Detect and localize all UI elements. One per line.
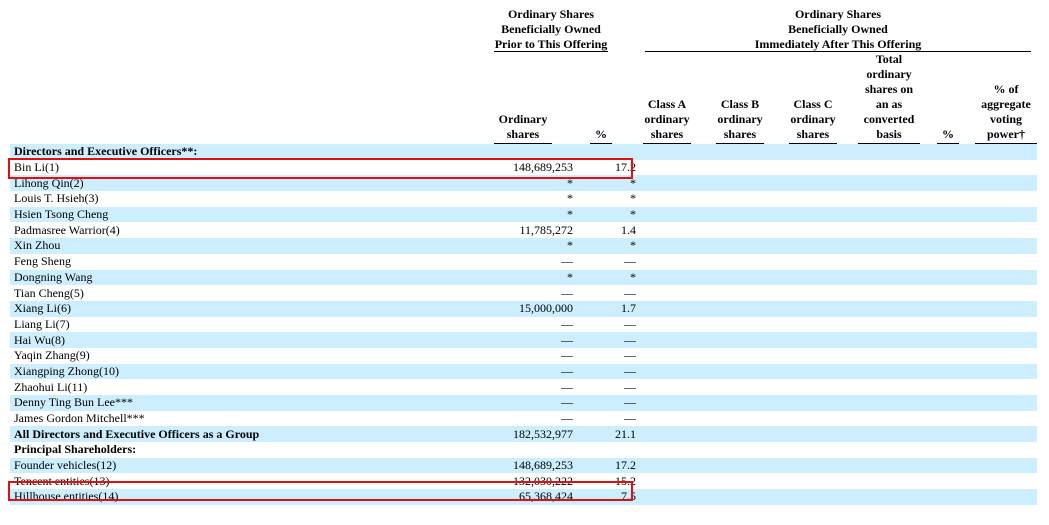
row-after-offering-blank	[636, 379, 1037, 395]
row-spacer	[573, 364, 583, 380]
ownership-table	[10, 144, 1037, 505]
row-percent: *	[583, 238, 636, 254]
row-spacer	[573, 285, 583, 301]
row-label: Hai Wu(8)	[10, 332, 490, 348]
row-percent: 1.4	[621, 222, 636, 237]
table-row	[10, 222, 1037, 238]
row-spacer	[573, 301, 583, 317]
row-shares	[490, 442, 573, 458]
row-after-offering-blank	[636, 458, 1037, 474]
col-header-class-c	[789, 97, 837, 142]
col-header-line: shares on	[864, 82, 914, 96]
row-shares: 132,030,222	[513, 473, 573, 488]
table-row	[10, 364, 1037, 380]
col-header-line: ordinary	[790, 112, 836, 126]
row-shares: —	[561, 348, 573, 363]
row-label: Tian Cheng(5)	[14, 285, 84, 300]
row-after-offering-blank	[636, 270, 1037, 286]
row-shares: 182,532,977	[490, 426, 573, 442]
row-after-offering-blank	[636, 348, 1037, 364]
row-spacer	[573, 442, 583, 458]
col-header-class-a	[643, 97, 691, 142]
table-row	[10, 379, 1037, 395]
table-row	[10, 238, 1037, 254]
row-after-offering-blank	[636, 207, 1037, 223]
row-after-offering-blank	[636, 175, 1037, 191]
row-spacer	[573, 411, 583, 427]
row-shares: —	[490, 395, 573, 411]
row-spacer	[573, 207, 583, 223]
table-row	[10, 332, 1037, 348]
row-spacer	[573, 238, 583, 254]
row-shares: *	[490, 207, 573, 223]
col-header-ordinary-shares	[494, 112, 552, 142]
row-after-offering-blank	[636, 411, 1037, 427]
row-percent: 1.7	[583, 301, 636, 317]
col-header-line: Class B	[720, 97, 760, 111]
row-label: Liang Li(7)	[14, 316, 70, 331]
row-shares: 65,368,424	[490, 489, 573, 505]
row-label: Bin Li(1)	[14, 160, 59, 175]
row-after-offering-blank	[636, 473, 1037, 489]
row-spacer	[573, 317, 583, 333]
group-prior-line: Ordinary Shares	[507, 7, 595, 21]
row-label: All Directors and Executive Officers as a Group	[10, 426, 490, 442]
group-prior-rule	[494, 51, 608, 52]
table-row	[10, 348, 1037, 364]
col-header-line: shares	[506, 127, 540, 141]
row-shares: *	[490, 270, 573, 286]
row-percent: —	[583, 332, 636, 348]
row-shares: 148,689,253	[513, 160, 573, 175]
row-percent: 21.1	[583, 426, 636, 442]
group-after-line: Beneficially Owned	[788, 22, 888, 36]
row-label: Yaqin Zhang(9)	[14, 348, 90, 363]
table-row	[10, 442, 1037, 458]
highlight-box-tencent	[8, 481, 633, 501]
row-percent: —	[583, 364, 636, 380]
group-header-prior	[494, 7, 608, 52]
col-header-line: % of	[993, 82, 1019, 96]
col-header-line: ordinary	[644, 112, 690, 126]
row-spacer	[573, 332, 583, 348]
row-shares: 148,689,253	[490, 458, 573, 474]
row-percent: —	[624, 348, 636, 363]
row-percent: —	[624, 254, 636, 269]
row-shares: —	[490, 332, 573, 348]
col-header-pct-prior	[590, 127, 612, 142]
row-spacer	[573, 191, 583, 207]
row-shares: —	[490, 364, 573, 380]
row-after-offering-blank	[636, 222, 1037, 238]
row-shares: 15,000,000	[490, 301, 573, 317]
row-percent: *	[583, 175, 636, 191]
row-shares: —	[561, 379, 573, 394]
row-label: Principal Shareholders:	[14, 442, 137, 457]
row-after-offering-blank	[636, 332, 1037, 348]
row-spacer	[573, 379, 583, 395]
row-label: Tencent entities(13)	[14, 473, 110, 488]
table-row	[10, 254, 1037, 270]
row-label: Founder vehicles(12)	[10, 458, 490, 474]
row-after-offering-blank	[636, 426, 1037, 442]
row-after-offering-blank	[636, 160, 1037, 176]
group-header-after	[645, 7, 1031, 52]
col-header-total-converted	[858, 52, 920, 142]
col-header-line: aggregate	[981, 97, 1031, 111]
table-row	[10, 285, 1037, 301]
ownership-table-body	[10, 144, 1037, 505]
row-percent: *	[583, 207, 636, 223]
group-after-line: Ordinary Shares	[794, 7, 882, 21]
row-after-offering-blank	[636, 238, 1037, 254]
col-header-line: an as	[875, 97, 903, 111]
col-header-line: converted	[863, 112, 915, 126]
group-prior-line: Beneficially Owned	[501, 22, 601, 36]
col-header-line: ordinary	[717, 112, 763, 126]
row-label: Louis T. Hsieh(3)	[14, 191, 99, 206]
row-shares: *	[490, 238, 573, 254]
table-row	[10, 207, 1037, 223]
group-after-rule	[645, 51, 1031, 52]
row-label: Denny Ting Bun Lee***	[10, 395, 490, 411]
row-after-offering-blank	[636, 285, 1037, 301]
col-header-line: %	[942, 127, 954, 141]
row-percent: —	[624, 379, 636, 394]
col-header-line: Total	[875, 52, 903, 66]
row-label: Directors and Executive Officers**:	[10, 144, 490, 160]
row-label: Zhaohui Li(11)	[14, 379, 88, 394]
table-row	[10, 191, 1037, 207]
row-spacer	[573, 254, 583, 270]
table-row	[10, 395, 1037, 411]
col-header-line: power†	[987, 127, 1025, 141]
table-row	[10, 411, 1037, 427]
col-header-line: %	[595, 127, 607, 141]
col-header-class-b	[716, 97, 764, 142]
row-after-offering-blank	[636, 317, 1037, 333]
highlight-box-bin-li	[8, 158, 633, 179]
col-header-line: basis	[876, 127, 902, 141]
row-after-offering-blank	[636, 395, 1037, 411]
row-label: Feng Sheng	[14, 254, 71, 269]
row-after-offering-blank	[636, 364, 1037, 380]
row-after-offering-blank	[636, 144, 1037, 160]
table-row	[10, 426, 1037, 442]
row-label: James Gordon Mitchell***	[14, 411, 145, 426]
row-shares: —	[561, 316, 573, 331]
row-percent: —	[624, 285, 636, 300]
row-percent: 7.5	[583, 489, 636, 505]
row-label: Lihong Qin(2)	[10, 175, 490, 191]
row-shares: *	[490, 175, 573, 191]
row-percent: 15.2	[615, 473, 636, 488]
row-shares: *	[567, 191, 573, 206]
row-label: Xiangping Zhong(10)	[10, 364, 490, 380]
table-row	[10, 270, 1037, 286]
row-spacer	[573, 395, 583, 411]
col-header-line: ordinary	[866, 67, 912, 81]
table-row	[10, 317, 1037, 333]
row-spacer	[573, 458, 583, 474]
row-percent: 17.2	[583, 458, 636, 474]
row-spacer	[573, 222, 583, 238]
col-header-line: Class C	[793, 97, 833, 111]
row-percent: —	[624, 411, 636, 426]
col-header-line: shares	[723, 127, 757, 141]
row-shares: —	[561, 254, 573, 269]
col-header-voting-power	[975, 82, 1037, 142]
group-after-line: Immediately After This Offering	[754, 37, 922, 51]
row-spacer	[573, 348, 583, 364]
row-label: Padmasree Warrior(4)	[14, 222, 120, 237]
row-shares: —	[561, 285, 573, 300]
row-percent: —	[583, 395, 636, 411]
row-spacer	[573, 270, 583, 286]
row-shares: 11,785,272	[519, 222, 573, 237]
row-spacer	[573, 426, 583, 442]
row-percent: *	[630, 191, 636, 206]
row-after-offering-blank	[636, 254, 1037, 270]
row-label: Xiang Li(6)	[10, 301, 490, 317]
col-header-line: shares	[796, 127, 830, 141]
col-header-pct-after	[937, 127, 959, 142]
row-label: Hsien Tsong Cheng	[10, 207, 490, 223]
row-label: Dongning Wang	[10, 270, 490, 286]
col-header-line: Ordinary	[498, 112, 548, 126]
row-after-offering-blank	[636, 191, 1037, 207]
row-after-offering-blank	[636, 489, 1037, 505]
row-percent: —	[624, 316, 636, 331]
row-shares: —	[561, 411, 573, 426]
group-prior-line: Prior to This Offering	[494, 37, 608, 51]
col-header-line: Class A	[647, 97, 687, 111]
col-header-line: voting	[989, 112, 1022, 126]
row-percent: 17.2	[615, 160, 636, 175]
row-after-offering-blank	[636, 442, 1037, 458]
table-row	[10, 458, 1037, 474]
row-label: Hillhouse entities(14)	[10, 489, 490, 505]
row-after-offering-blank	[636, 301, 1037, 317]
row-percent: *	[583, 270, 636, 286]
row-percent	[583, 442, 636, 458]
table-row	[10, 301, 1037, 317]
row-label: Xin Zhou	[10, 238, 490, 254]
col-header-line: shares	[650, 127, 684, 141]
